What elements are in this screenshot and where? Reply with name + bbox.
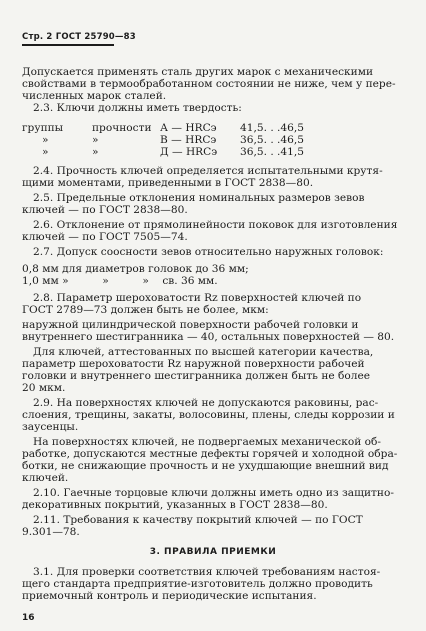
page-number: 16 (22, 613, 35, 623)
text-line: работке, допускаются местные дефекты горячей и холодной обра- (22, 448, 398, 460)
text-line: 2.4. Прочность ключей определяется испытательными крутя- (33, 165, 383, 177)
hardness-cell: А — HRCэ (160, 122, 217, 134)
hardness-cell: 41,5. . .46,5 (240, 122, 305, 134)
text-line: параметр шероховатости Rz наружной поверхности рабочей (22, 358, 365, 370)
text-line: щими моментами, приведенными в ГОСТ 2838—80. (22, 177, 314, 189)
text-line: 9.301—78. (22, 526, 80, 538)
text-line: ключей. (22, 472, 69, 484)
text-line: 2.3. Ключи должны иметь твердость: (33, 102, 242, 114)
text-line: 2.11. Требования к качеству покрытий ключей — по ГОСТ (33, 514, 363, 526)
text-line: Допускается применять сталь других марок с механическими (22, 66, 374, 78)
text-line: ключей — по ГОСТ 2838—80. (22, 204, 188, 216)
hardness-cell: » (42, 134, 49, 146)
text-line: ГОСТ 2789—73 должен быть не более, мкм: (22, 304, 269, 316)
text-line: внутреннего шестигранника — 40, остальных поверхностей — 80. (22, 331, 395, 343)
text-line: 0,8 мм для диаметров головок до 36 мм; (22, 263, 249, 275)
text-line: На поверхностях ключей, не подвергаемых механической об- (33, 436, 381, 448)
text-line: щего стандарта предприятие-изготовитель должно проводить (22, 578, 373, 590)
text-line: 3.1. Для проверки соответствия ключей требованиям настоя- (33, 566, 381, 578)
text-line: 2.5. Предельные отклонения номинальных размеров зевов (33, 192, 365, 204)
text-line: заусенцы. (22, 421, 79, 433)
hardness-cell: » (92, 134, 99, 146)
hardness-row (22, 146, 406, 158)
hardness-cell: » (92, 146, 99, 158)
hardness-cell: Д — HRCэ (160, 146, 218, 158)
text-line: Для ключей, аттестованных по высшей категории качества, (33, 346, 374, 358)
text-line: декоративных покрытий, указанных в ГОСТ 2838—80. (22, 499, 328, 511)
page-header: Стр. 2 ГОСТ 25790—83 (22, 32, 136, 42)
text-line: 20 мкм. (22, 382, 66, 394)
hardness-cell: 36,5. . .41,5 (240, 146, 305, 158)
text-line: ботки, не снижающие прочность и не ухудшающие внешний вид (22, 460, 389, 472)
hardness-row (22, 122, 406, 134)
hardness-cell: В — HRCэ (160, 134, 217, 146)
hardness-row (22, 134, 406, 146)
hardness-cell: группы (22, 122, 64, 134)
text-line: слоения, трещины, закаты, волосовины, плены, следы коррозии и (22, 409, 395, 421)
text-line: численных марок сталей. (22, 90, 167, 102)
text-line: наружной цилиндрической поверхности рабочей головки и (22, 319, 359, 331)
text-line: 2.7. Допуск соосности зевов относительно наружных головок: (33, 246, 384, 258)
section-title: 3. ПРАВИЛА ПРИЕМКИ (149, 547, 277, 557)
text-line: 1,0 мм » » » св. 36 мм. (22, 275, 218, 287)
text-line: 2.9. На поверхностях ключей не допускаются раковины, рас- (33, 397, 379, 409)
text-line: 2.6. Отклонение от прямолинейности поковок для изготовления (33, 219, 398, 231)
text-line: приемочный контроль и периодические испытания. (22, 590, 317, 602)
hardness-cell: 36,5. . .46,5 (240, 134, 305, 146)
hardness-cell: прочности (92, 122, 152, 134)
text-line: головки и внутреннего шестигранника должен быть не более (22, 370, 371, 382)
header-rule (22, 44, 114, 46)
text-line: ключей — по ГОСТ 7505—74. (22, 231, 188, 243)
text-line: 2.8. Параметр шероховатости Rz поверхностей ключей по (33, 292, 362, 304)
hardness-cell: » (42, 146, 49, 158)
text-line: свойствами в термообработанном состоянии не ниже, чем у пере- (22, 78, 396, 90)
text-line: 2.10. Гаечные торцовые ключи должны иметь одно из защитно- (33, 487, 394, 499)
